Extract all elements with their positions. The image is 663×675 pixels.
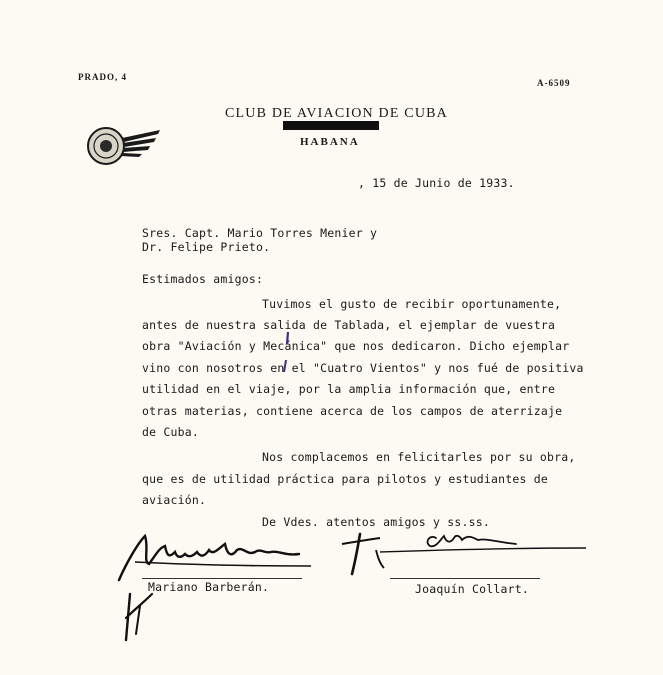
body-line: aviación. — [142, 493, 207, 507]
body-line: vino con nosotros en el "Cuatro Vientos" y nos fué de positiva — [142, 361, 584, 375]
body-line: otras materias, contiene acerca de los campos de aterrizaje — [142, 404, 563, 418]
redaction-bar — [283, 121, 379, 130]
signature-barberan — [115, 526, 315, 586]
salutation: Estimados amigos: — [142, 272, 264, 286]
club-name: CLUB DE AVIACION DE CUBA — [225, 106, 448, 121]
body-line: obra "Aviación y Mecánica" que nos dedicaron. Dicho ejemplar — [142, 339, 570, 353]
body-line: Nos complacemos en felicitarles por su obra, — [262, 450, 576, 464]
club-emblem-logo — [84, 124, 162, 168]
body-line: utilidad en el viaje, por la amplia información que, entre — [142, 382, 556, 396]
body-line: que es de utilidad práctica para pilotos y estudiantes de — [142, 472, 549, 486]
body-line: de Cuba. — [142, 425, 199, 439]
letter-date: , 15 de Junio de 1933. — [358, 176, 515, 190]
closing: De Vdes. atentos amigos y ss.ss. — [262, 515, 490, 529]
letterhead-ref-number: A-6509 — [537, 78, 571, 88]
handwritten-initials — [118, 590, 168, 644]
body-line: Tuvimos el gusto de recibir oportunamente, — [262, 297, 562, 311]
signatory-name: Joaquín Collart. — [415, 582, 529, 596]
recipient-line: Sres. Capt. Mario Torres Menier y — [142, 226, 378, 240]
pen-mark — [278, 330, 298, 374]
signature-collart — [340, 528, 590, 580]
signature-line — [142, 578, 302, 579]
signatory-name: Mariano Barberán. — [148, 580, 270, 594]
body-line: antes de nuestra salida de Tablada, el ejemplar de vuestra — [142, 318, 556, 332]
recipient-line: Dr. Felipe Prieto. — [142, 240, 271, 254]
signature-line — [390, 578, 540, 579]
letterhead-address: PRADO, 4 — [78, 72, 127, 82]
letterhead-city: HABANA — [300, 136, 360, 148]
